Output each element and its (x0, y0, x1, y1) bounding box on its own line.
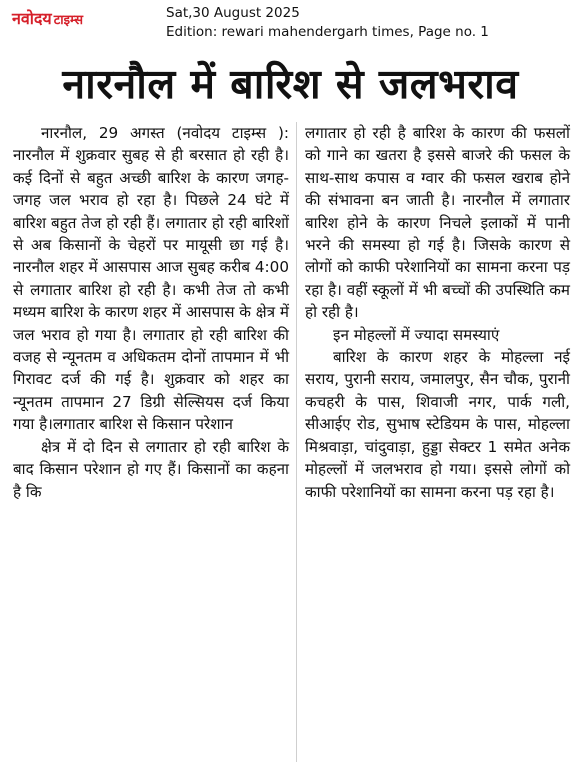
edition-info: Edition: rewari mahendergarh times, Page no. 1 (166, 24, 489, 40)
article-headline: नारनौल में बारिश से जलभराव (62, 60, 519, 108)
article-column-left (13, 122, 289, 503)
edition-meta (166, 4, 489, 42)
article-paragraph: नारनौल, 29 अगस्त (नवोदय टाइम्स ): नारनौल में शुक्रवार सुबह से ही बरसात हो रही है। कई दिनों से बहुत अच्छी बारिश के कारण जगह-जगह जल भराव हो रहा है। पिछले 24 घंटे में बारिश बहुत तेज हो रही हैं। लगातार हो रही बारिशों से अब किसानों के चेहरों पर मायूसी छा गई है। नारनौल शहर में आसपास आज सुबह करीब 4:00 से लगातार बारिश हो रही है। कभी तेज तो कभी मध्यम बारिश के कारण शहर में आसपास के क्षेत्र में जल भराव हो गया है। लगातार हो रही बारिश की वजह से न्यूनतम व अधिकतम दोनों तापमान में भी गिरावट दर्ज की गई है। शुक्रवार को शहर का न्यूनतम तापमान 27 डिग्री सेल्सियस दर्ज किया गया है।लगातार बारिश से किसान परेशान (13, 124, 289, 434)
edition-date: Sat,30 August 2025 (166, 5, 300, 21)
article-paragraph: लगातार हो रही है बारिश के कारण की फसलों को गाने का खतरा है इससे बाजरे की फसल के साथ-साथ कपास व ग्वार की फसल खराब होने की संभावना बन जाती है। नारनौल में लगातार बारिश होने के कारण निचले इलाकों में पानी भरने की समस्या हो गई है। जिसके कारण से लोगों को काफी परेशानियों का सामना करना पड़ रहा है। वहीं स्कूलों में भी बच्चों की उपस्थिति कम हो रही है। (305, 124, 570, 322)
article-paragraph: क्षेत्र में दो दिन से लगातार हो रही बारिश के बाद किसान परेशान हो गए हैं। किसानों का कहना है कि (13, 437, 289, 501)
logo-main-text: नवोदय (12, 9, 52, 28)
page-header (0, 0, 581, 50)
article-subhead: इन मोहल्लों में ज्यादा समस्याएं (333, 325, 500, 344)
article-column-right (305, 122, 570, 503)
logo-sub-text: टाइम्स (53, 13, 84, 28)
article-paragraph: बारिश के कारण शहर के मोहल्ला नई सराय, पुरानी सराय, जमालपुर, सैन चौक, पुरानी कचहरी के पास, शिवाजी नगर, पार्क गली, सीआईए रोड, सुभाष स्टेडियम के पास, मोहल्ला मिश्रवाड़ा, चांदुवाड़ा, हुड्डा सेक्टर 1 समेत अनेक मोहल्लों में जलभराव हो गया। इससे लोगों को काफी परेशानियों का सामना करना पड़ रहा है। (305, 348, 570, 501)
column-divider (296, 122, 297, 762)
newspaper-logo (12, 8, 83, 30)
